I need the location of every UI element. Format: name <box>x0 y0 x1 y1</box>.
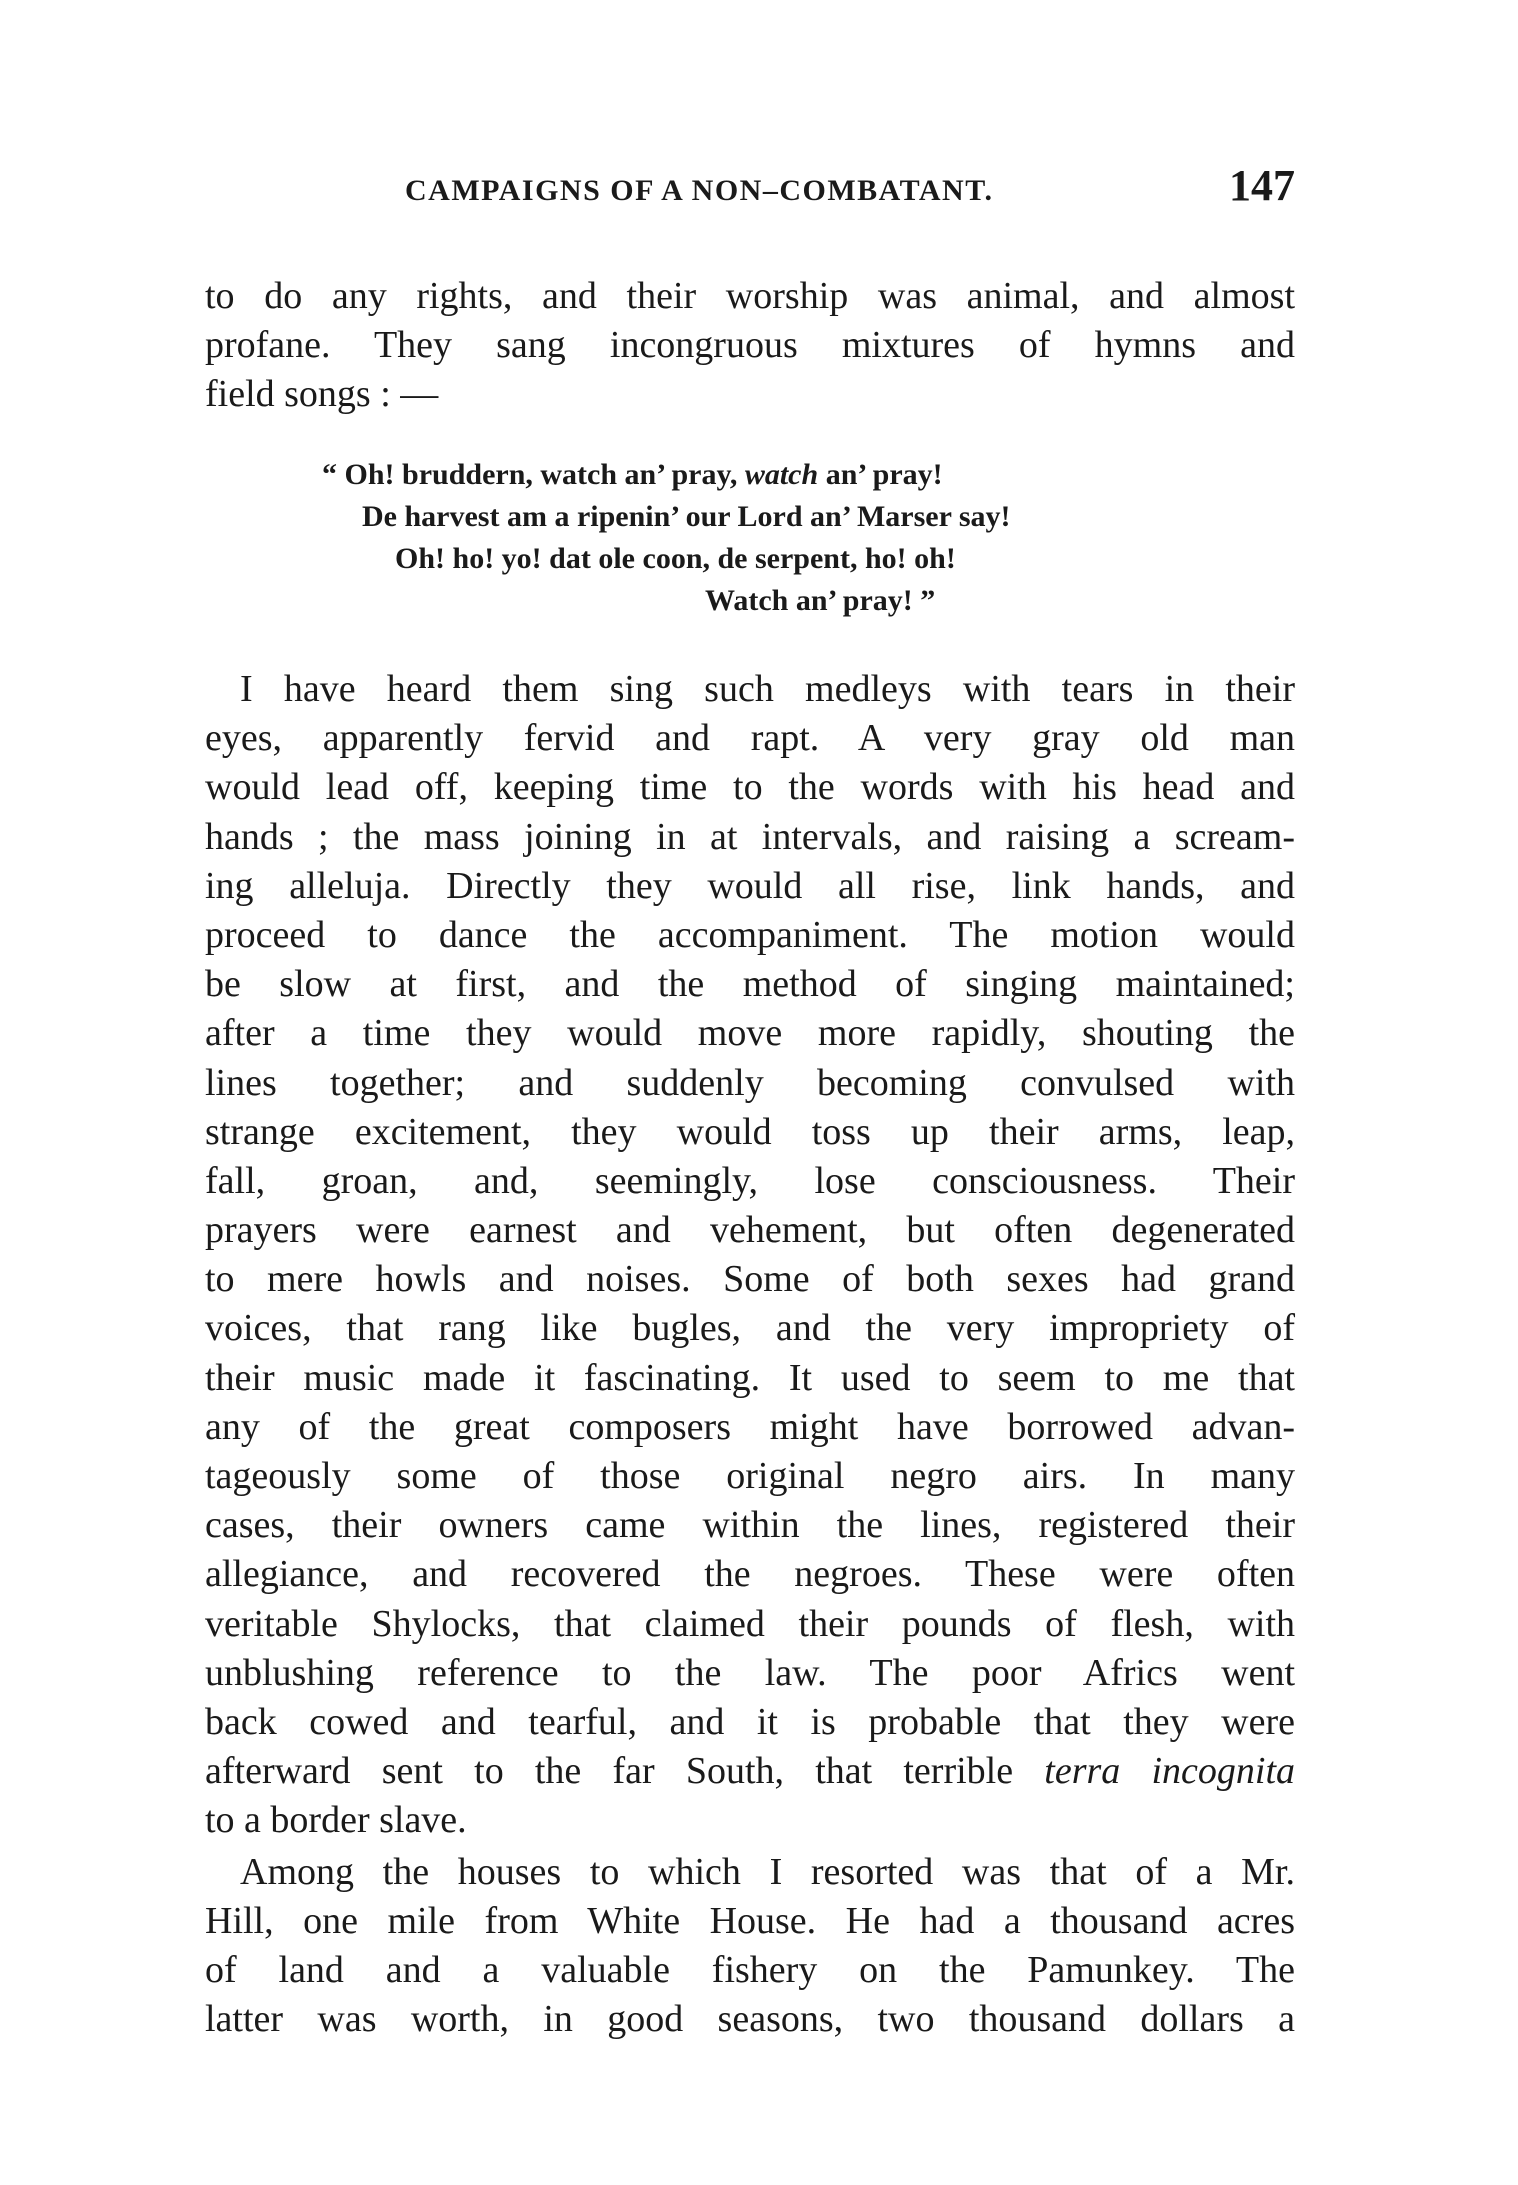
text-line: tageously some of those original negro airs. In many <box>205 1455 1295 1497</box>
opening-text <box>205 272 1295 419</box>
text-line: voices, that rang like bugles, and the very impropriety of <box>205 1307 1295 1350</box>
text-line-with-italic <box>205 1747 1295 1796</box>
text-line: Hill, one mile from White House. He had a thousand acres <box>205 1899 1295 1942</box>
text-line: prayers were earnest and vehement, but often degenerated <box>205 1209 1295 1252</box>
text-segment: afterward sent to the far South, that terrible <box>205 1750 1014 1793</box>
text-line: strange excitement, they would toss up their arms, leap, <box>205 1110 1295 1153</box>
text-line: unblushing reference to the law. The poor Africs went <box>205 1651 1295 1694</box>
text-line: of land and a valuable fishery on the Pamunkey. The <box>205 1948 1295 1991</box>
text-line: to mere howls and noises. Some of both sexes had grand <box>205 1258 1295 1301</box>
text-line: ing alleluja. Directly they would all rise, link hands, and <box>205 864 1295 907</box>
text-line: to a border slave. <box>205 1799 467 1842</box>
verse-line-3: Oh! ho! yo! dat ole coon, de serpent, ho! oh! <box>395 542 956 575</box>
running-title: CAMPAIGNS OF A NON–COMBATANT. <box>405 174 994 207</box>
text-line: profane. They sang incongruous mixtures of hymns and <box>205 324 1295 366</box>
text-line: fall, groan, and, seemingly, lose consciousness. Their <box>205 1159 1295 1202</box>
text-line: would lead off, keeping time to the words with his head and <box>205 766 1295 809</box>
text-line: cases, their owners came within the lines, registered their <box>205 1504 1295 1547</box>
text-line: Among the houses to which I resorted was that of a Mr. <box>240 1850 1295 1893</box>
paragraph-2 <box>205 1848 1295 2045</box>
text-line: latter was worth, in good seasons, two thousand dollars a <box>205 1998 1295 2041</box>
text-line: veritable Shylocks, that claimed their pounds of flesh, with <box>205 1602 1295 1645</box>
text-line: lines together; and suddenly becoming convulsed with <box>205 1061 1295 1104</box>
text-line: back cowed and tearful, and it is probable that they were <box>205 1700 1295 1743</box>
text-line: allegiance, and recovered the negroes. These were often <box>205 1553 1295 1596</box>
text-line: hands ; the mass joining in at intervals, and raising a scream- <box>205 815 1295 858</box>
text-line: any of the great composers might have borrowed advan- <box>205 1405 1295 1448</box>
main-text <box>205 665 1295 2044</box>
italic-phrase: terra incognita <box>1044 1750 1296 1793</box>
verse-line-2: De harvest am a ripenin’ our Lord an’ Marser say! <box>362 500 1011 533</box>
verse-line-4: Watch an’ pray! ” <box>705 584 936 617</box>
text-line: be slow at first, and the method of singing maintained; <box>205 963 1295 1006</box>
running-head <box>205 160 1295 220</box>
text-line: to do any rights, and their worship was animal, and almost <box>205 275 1295 317</box>
page-number: 147 <box>1229 161 1295 210</box>
text-line: eyes, apparently fervid and rapt. A very gray old man <box>205 717 1295 760</box>
text-line: their music made it fascinating. It used to seem to me that <box>205 1356 1295 1399</box>
text-line: field songs : — <box>205 373 439 415</box>
text-line: I have heard them sing such medleys with tears in their <box>240 668 1295 710</box>
text-line: proceed to dance the accompaniment. The motion would <box>205 913 1295 956</box>
verse-line-1: “ Oh! bruddern, watch an’ pray, watch an’ pray! <box>322 458 943 491</box>
text-line: after a time they would move more rapidly, shouting the <box>205 1012 1295 1055</box>
